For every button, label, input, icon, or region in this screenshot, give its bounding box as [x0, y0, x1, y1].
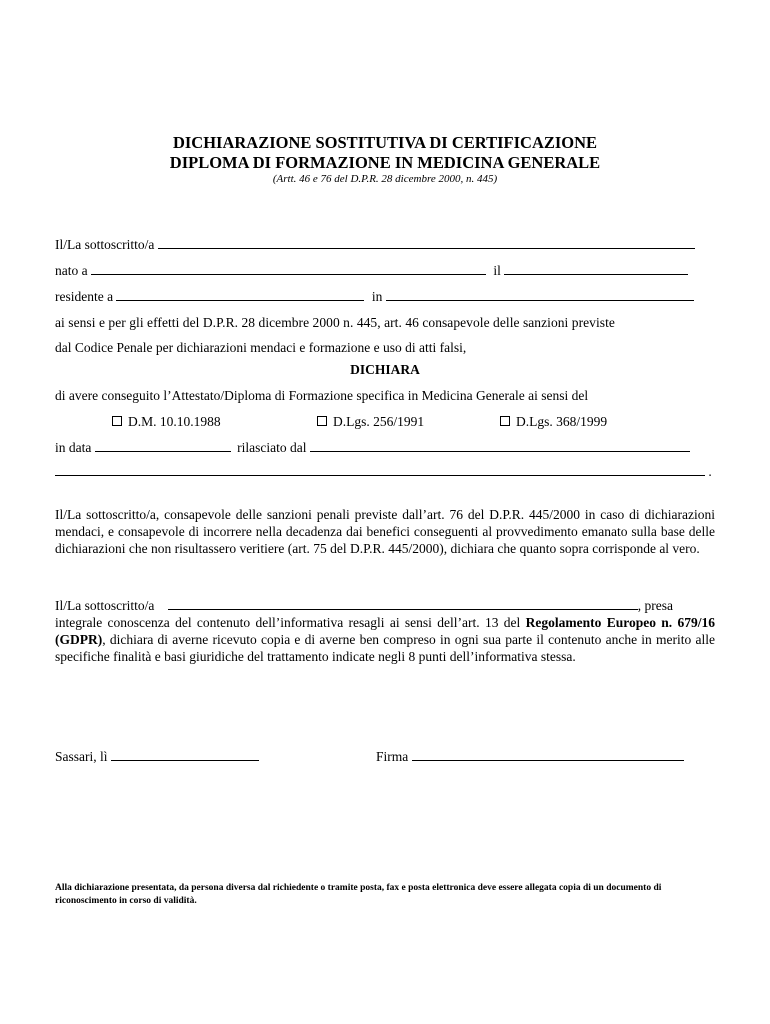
- sensi-line2: dal Codice Penale per dichiarazioni mendaci e formazione e uso di atti falsi,: [55, 340, 467, 355]
- issue-date-field[interactable]: [95, 439, 231, 452]
- privacy-text-b: , dichiara di averne ricevuto copia e di averne ben compreso in ogni sua parte il contenuto anche in merito alle specifiche finalità e basi giuridiche del trattamento indicate negli 8 punti dell’informativa stessa.: [55, 632, 715, 664]
- signature-row: [376, 748, 684, 766]
- privacy-paragraph: [55, 614, 715, 665]
- declaration-paragraph: Il/La sottoscritto/a, consapevole delle sanzioni penali previste dall’art. 76 del D.P.R. 445/2000 in caso di dichiarazioni mendaci, e consapevole di incorrere nella decadenza dai benefici conseguenti al provvedimento emanato sulla base delle dichiarazioni che non risultassero veritiere (art. 75 del D.P.R. 445/2000), dichiara che quanto sopra corrisponde al vero.: [55, 507, 715, 556]
- period: .: [708, 464, 712, 479]
- privacy-name-field[interactable]: [168, 597, 638, 610]
- sottoscritto-row: [55, 236, 695, 254]
- il-label: il: [493, 263, 501, 278]
- privacy-first-row: [55, 597, 673, 615]
- rilasciato-label: rilasciato dal: [237, 440, 307, 455]
- option-dm-1988[interactable]: [112, 413, 221, 431]
- sensi-line1: ai sensi e per gli effetti del D.P.R. 28 dicembre 2000 n. 445, art. 46 consapevole delle sanzioni previste: [55, 315, 615, 330]
- residence-address-field[interactable]: [386, 288, 694, 301]
- option-dlgs-368-1999[interactable]: [500, 413, 607, 431]
- checkbox-icon[interactable]: [317, 416, 327, 426]
- in-data-row: [55, 439, 690, 457]
- gdpr-reference: Regolamento Europeo n. 679/16 (GDPR): [55, 615, 715, 647]
- residente-label: residente a: [55, 289, 114, 304]
- in-data-label: in data: [55, 440, 92, 455]
- checkbox-icon[interactable]: [500, 416, 510, 426]
- legal-reference-subtitle: (Artt. 46 e 76 del D.P.R. 28 dicembre 2000, n. 445): [272, 173, 498, 185]
- presa-text: , presa: [637, 598, 673, 613]
- privacy-sottoscritto-label: Il/La sottoscritto/a: [55, 598, 155, 613]
- sottoscritto-field[interactable]: [158, 236, 695, 249]
- checkbox-icon[interactable]: [112, 416, 122, 426]
- option-label: D.Lgs. 256/1991: [333, 414, 425, 429]
- signature-field[interactable]: [412, 748, 684, 761]
- conseguito-line: di avere conseguito l’Attestato/Diploma di Formazione specifica in Medicina Generale ai sensi del: [55, 388, 589, 403]
- sottoscritto-label: Il/La sottoscritto/a: [55, 237, 155, 252]
- in-label: in: [371, 289, 383, 304]
- option-dlgs-256-1991[interactable]: [317, 413, 424, 431]
- footer-note: Alla dichiarazione presentata, da persona diversa dal richiedente o tramite posta, fax e posta elettronica deve essere allegata copia di un documento di riconoscimento in corso di validità.: [55, 883, 662, 906]
- nato-row: [55, 262, 688, 280]
- option-label: D.M. 10.10.1988: [128, 414, 221, 429]
- nato-label: nato a: [55, 263, 88, 278]
- dichiara-heading: DICHIARA: [350, 362, 420, 377]
- signature-date-field[interactable]: [111, 748, 259, 761]
- option-label: D.Lgs. 368/1999: [516, 414, 608, 429]
- issuer-continuation-row: [55, 463, 712, 481]
- issuer-field-continuation[interactable]: [55, 463, 705, 476]
- place-label: Sassari, lì: [55, 749, 108, 764]
- birthdate-field[interactable]: [504, 262, 688, 275]
- place-date-row: [55, 748, 259, 766]
- residente-row: [55, 288, 694, 306]
- document-title-line1: DICHIARAZIONE SOSTITUTIVA DI CERTIFICAZIONE: [172, 133, 598, 152]
- issuer-field[interactable]: [310, 439, 690, 452]
- birthplace-field[interactable]: [91, 262, 486, 275]
- residence-city-field[interactable]: [116, 288, 364, 301]
- document-title-line2: DIPLOMA DI FORMAZIONE IN MEDICINA GENERALE: [169, 153, 601, 172]
- firma-label: Firma: [376, 749, 409, 764]
- privacy-text-a: integrale conoscenza del contenuto dell’informativa resagli ai sensi dell’art. 13 del: [55, 615, 521, 630]
